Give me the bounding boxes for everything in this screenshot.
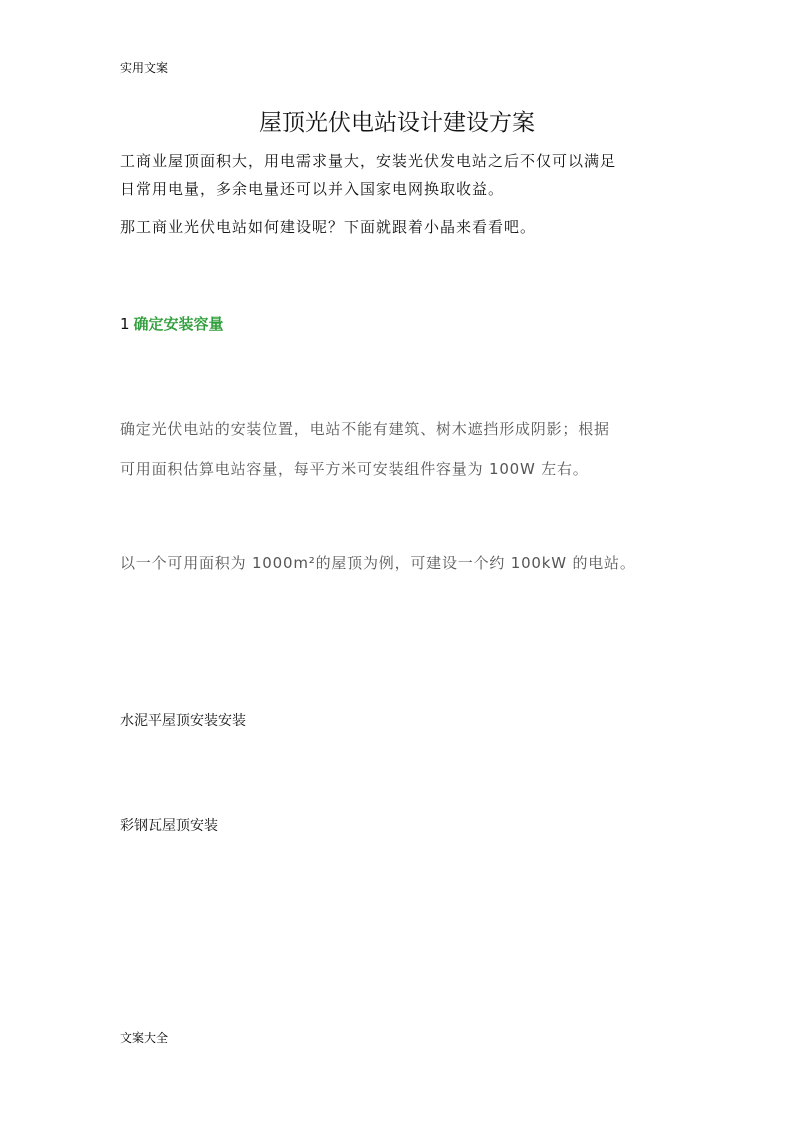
body-paragraph-1-line-2: 可用面积估算电站容量，每平方米可安装组件容量为 100W 左右。 [120,460,589,478]
body-paragraph-1-line-1: 确定光伏电站的安装位置，电站不能有建筑、树木遮挡形成阴影；根据 [120,420,610,438]
document-title: 屋顶光伏电站设计建设方案 [259,110,535,136]
page-header: 实用文案 [120,61,169,75]
section-title: 确定安装容量 [133,315,224,333]
caption-steel-tile-roof: 彩钢瓦屋顶安装 [120,818,218,834]
caption-cement-roof: 水泥平屋顶安装安装 [120,713,246,729]
section-number: 1 [120,315,130,333]
intro-line-1: 工商业屋顶面积大，用电需求量大，安装光伏发电站之后不仅可以满足 [120,152,617,170]
section-heading [120,313,224,334]
intro-line-2: 日常用电量，多余电量还可以并入国家电网换取收益。 [120,180,505,198]
intro-line-3: 那工商业光伏电站如何建设呢？下面就跟着小晶来看看吧。 [120,218,537,236]
page-footer: 文案大全 [120,1031,169,1045]
body-paragraph-2: 以一个可用面积为 1000m²的屋顶为例，可建设一个约 100kW 的电站。 [120,554,636,572]
